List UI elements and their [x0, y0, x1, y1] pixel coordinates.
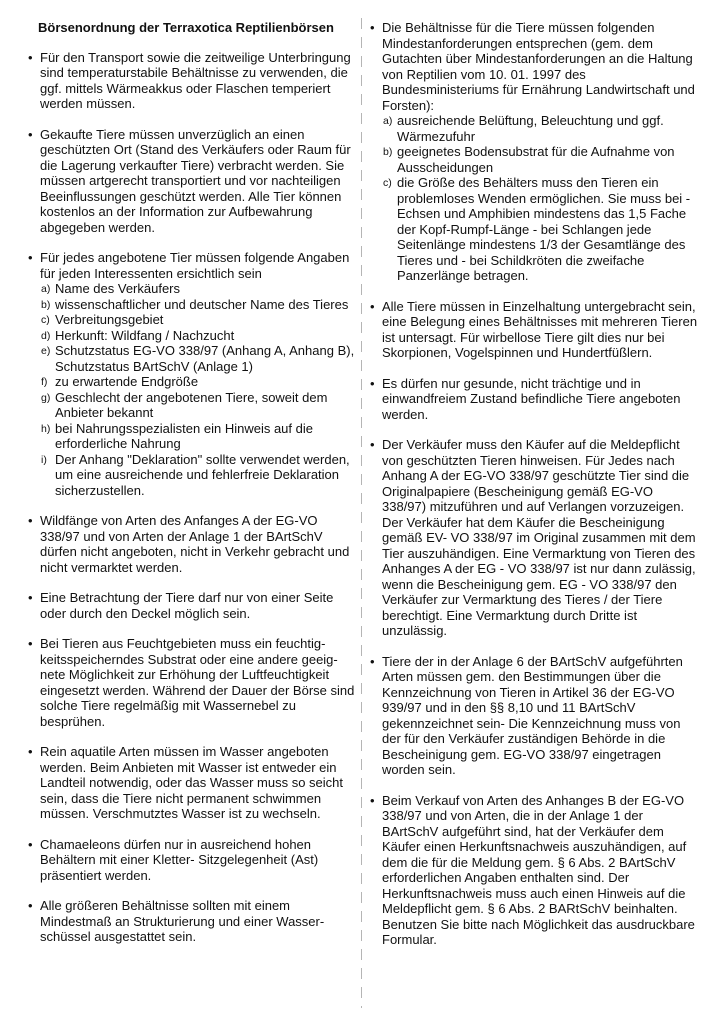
sub-item	[40, 374, 356, 390]
column-divider	[361, 18, 362, 1008]
sub-item	[40, 281, 356, 297]
rule-humid-habitats	[26, 636, 356, 729]
sub-item-marker: e)	[41, 345, 51, 357]
sub-item-text: wissenschaftlicher und deutscher Name des Tieres	[55, 296, 349, 312]
sub-item-marker: g)	[41, 391, 51, 404]
document-title: Börsenordnung der Terraxotica Reptilienbörsen	[38, 20, 334, 35]
rule-chamaeleons	[26, 837, 356, 884]
sub-item	[40, 421, 356, 452]
sub-item-marker: c)	[41, 314, 50, 326]
sub-item	[40, 390, 356, 421]
sub-item-marker: f)	[41, 376, 48, 388]
sub-item-text: zu erwartende Endgröße	[55, 374, 199, 389]
rule-text: • Bei Tieren aus Feuchtgebieten muss ein feuchtigkeitsspeicherndes Substrat oder eine andere geeignete Möglichkeit zur Erhöhung der Luftfeuchtigkeit eingesetzt werden. Während der Dauer der Börse sind solche Tiere regelmäßig mit Wassernebel zu besprühen.	[40, 636, 355, 729]
sub-item-text: Name des Verkäufers	[55, 281, 181, 296]
rule-text: • Alle größeren Behältnisse sollten mit einem Mindestmaß an Strukturierung und einer Wasserschüssel ausgestattet sein.	[40, 898, 325, 944]
sub-item-marker: h)	[41, 422, 51, 435]
sub-item-marker: b)	[41, 298, 51, 311]
sub-item	[40, 312, 356, 328]
right-column	[368, 20, 698, 963]
sub-item-text: ausreichende Belüftung, Beleuchtung und ggf. Wärmezufuhr	[397, 113, 664, 144]
rule-text: • Chamaeleons dürfen nur in ausreichend hohen Behältern mit einer Kletter- Sitzgelegenheit (Ast) präsentiert werden.	[40, 836, 319, 883]
sub-item-marker: a)	[41, 283, 51, 295]
rule-text: • Tiere der in der Anlage 6 der BArtSchV aufgeführten Arten müssen gem. den Bestimmungen über die Kennzeichnung von Tieren in Artikel 36 der EG-VO 939/97 und in den §§ 8,10 und 11 BArtSchV gekennzeichnet sein- Die Kennzeichnung muss von der für den Verkäufer zuständigen Behörde in die Bescheinigung gem. EG-VO 338/97 eingetragen worden sein.	[382, 653, 683, 777]
rule-transport	[26, 50, 356, 112]
sub-item-marker: b)	[383, 146, 393, 158]
requirements-sublist	[382, 113, 698, 284]
rule-text: • Beim Verkauf von Arten des Anhanges B der EG-VO 338/97 und von Arten, die in der Anlage 1 der BArtSchV aufgeführt sind, hat der Verkäufer dem Käufer einen Herkunftsnachweis auszuhändigen, auf dem die für die Meldung gem. § 6 Abs. 2 BArtSchV erforderlichen Angaben enthalten sind. Der Herkunftsnachweis muss auch einen Hinweis auf die Meldepflicht gem. § 6 Abs. 2 BARtSchV beinhalten. Benutzen Sie bitte nach Möglichkeit das ausdruckbare Formular.	[382, 792, 695, 947]
rule-text: • Der Verkäufer muss den Käufer auf die Meldepflicht von geschützten Tieren hinweisen. Für Jedes nach Anhang A der EG-VO 338/97 geschützte Tier sind die Originalpapiere (Bescheinigung gemäß EG-VO 338/97) mitzuführen und auf Verlangen vorzuzeigen. Der Verkäufer hat dem Käufer die Bescheinigung gemäß EV- VO 338/97 im Original zusammen mit dem Tier auszuhändigen. Eine Vermarktung von Tieren des Anhanges A der EG - VO 338/97 ist nur dann zulässig, wenn die Bescheinigung gem. EG - VO 338/97 den Verkäufer zur Vermarktung des Tieres / der Tiere berechtigt. Eine Vermarktung durch Dritte ist unzulässig.	[382, 437, 696, 638]
rule-seller-obligations	[368, 437, 698, 639]
sub-item	[40, 343, 356, 374]
rule-text: • Für den Transport sowie die zeitweilige Unterbringung sind temperaturstabile Behältnisse zu verwenden, die ggf. mittels Wärmeakkus oder Flaschen temperiert werden müssen.	[40, 49, 351, 111]
rule-intro: • Für jedes angebotene Tier müssen folgende Angaben für jeden Interessenten ersichtlich sein	[40, 250, 350, 281]
info-sublist	[40, 281, 356, 498]
left-column	[26, 20, 356, 960]
rule-animal-information	[26, 250, 356, 498]
rule-healthy-animals	[368, 376, 698, 423]
rule-intro: • Die Behältnisse für die Tiere müssen folgenden Mindestanforderungen entsprechen (gem. dem Gutachten über Mindestanforderungen an die Haltung von Reptilien vom 10. 01. 1997 des Bundesministeriums für Ernährung Landwirtschaft und Forsten):	[382, 20, 695, 113]
sub-item-text: Geschlecht der angebotenen Tiere, soweit dem Anbieter bekannt	[55, 389, 328, 420]
sub-item	[382, 175, 698, 284]
sub-item-marker: i)	[41, 453, 47, 466]
sub-item-text: Der Anhang "Deklaration" sollte verwendet werden, um eine ausreichende und fehlerfreie Deklaration sicherzustellen.	[55, 451, 350, 498]
sub-item-text: die Größe des Behälters muss den Tieren ein problemloses Wenden ermöglichen. Sie muss bei - Echsen und Amphibien mindestens das 1,5 Fache der Kopf-Rumpf-Länge - bei Schlangen jede Seitenlänge mindestens 1/3 der Gesamtlänge des Tieres und - bei Schildkröten die zweifache Panzerlänge betragen.	[397, 175, 691, 283]
sub-item	[382, 144, 698, 175]
rule-text: • Rein aquatile Arten müssen im Wasser angeboten werden. Beim Anbieten mit Wasser ist entweder ein Landteil notwendig, oder das Wasser muss so seicht sein, dass die Tiere nicht permanent schwimmen müssen. Verschmutztes Wasser ist zu wechseln.	[40, 744, 344, 821]
rule-wild-caught	[26, 513, 356, 575]
rule-text: • Alle Tiere müssen in Einzelhaltung untergebracht sein, eine Belegung eines Behältnisses mit mehreren Tieren ist untersagt. Für wirbellose Tiere gilt dies nur bei Skorpionen, Vogelspinnen und Hundertfüßlern.	[382, 298, 698, 360]
sub-item-text: Herkunft: Wildfang / Nachzucht	[55, 327, 235, 343]
sub-item	[40, 328, 356, 344]
rule-large-containers	[26, 898, 356, 945]
rule-viewing	[26, 590, 356, 621]
sub-item-text: geeignetes Bodensubstrat für die Aufnahme von Ausscheidungen	[397, 144, 675, 175]
sub-item-text: Verbreitungsgebiet	[55, 312, 164, 327]
rule-text: • Gekaufte Tiere müssen unverzüglich an einen geschützten Ort (Stand des Verkäufers oder Raum für die Lagerung verkaufter Tiere) verbracht werden. Sie müssen artgerecht transportiert und vor nachteiligen Beeinflussungen geschützt werden. Alle Tier können kostenlos an der Information zur Aufbewahrung abgegeben werden.	[40, 126, 351, 235]
rule-bought-animals	[26, 127, 356, 236]
rule-text: • Es dürfen nur gesunde, nicht trächtige und in einwandfreiem Zustand befindliche Tiere angeboten werden.	[382, 375, 681, 422]
rule-annex-b-proof	[368, 793, 698, 948]
rule-aquatic-species	[26, 744, 356, 822]
sub-item	[40, 452, 356, 499]
sub-item-text: bei Nahrungsspezialisten ein Hinweis auf die erforderliche Nahrung	[55, 420, 313, 451]
sub-item-marker: c)	[383, 177, 392, 189]
rule-single-housing	[368, 299, 698, 361]
sub-item-marker: a)	[383, 115, 393, 127]
sub-item-marker: d)	[41, 329, 51, 342]
sub-item	[382, 113, 698, 144]
rule-text: • Eine Betrachtung der Tiere darf nur von einer Seite oder durch den Deckel möglich sein.	[40, 590, 334, 621]
sub-item	[40, 297, 356, 313]
sub-item-text: Schutzstatus EG-VO 338/97 (Anhang A, Anhang B), Schutzstatus BArtSchV (Anlage 1)	[55, 343, 355, 374]
rule-text: • Wildfänge von Arten des Anfanges A der EG-VO 338/97 und von Arten der Anlage 1 der BArtSchV dürfen nicht angeboten, nicht in Verkehr gebracht und nicht vermarktet werden.	[40, 513, 350, 575]
rule-annex-6-marking	[368, 654, 698, 778]
rule-container-requirements	[368, 20, 698, 284]
